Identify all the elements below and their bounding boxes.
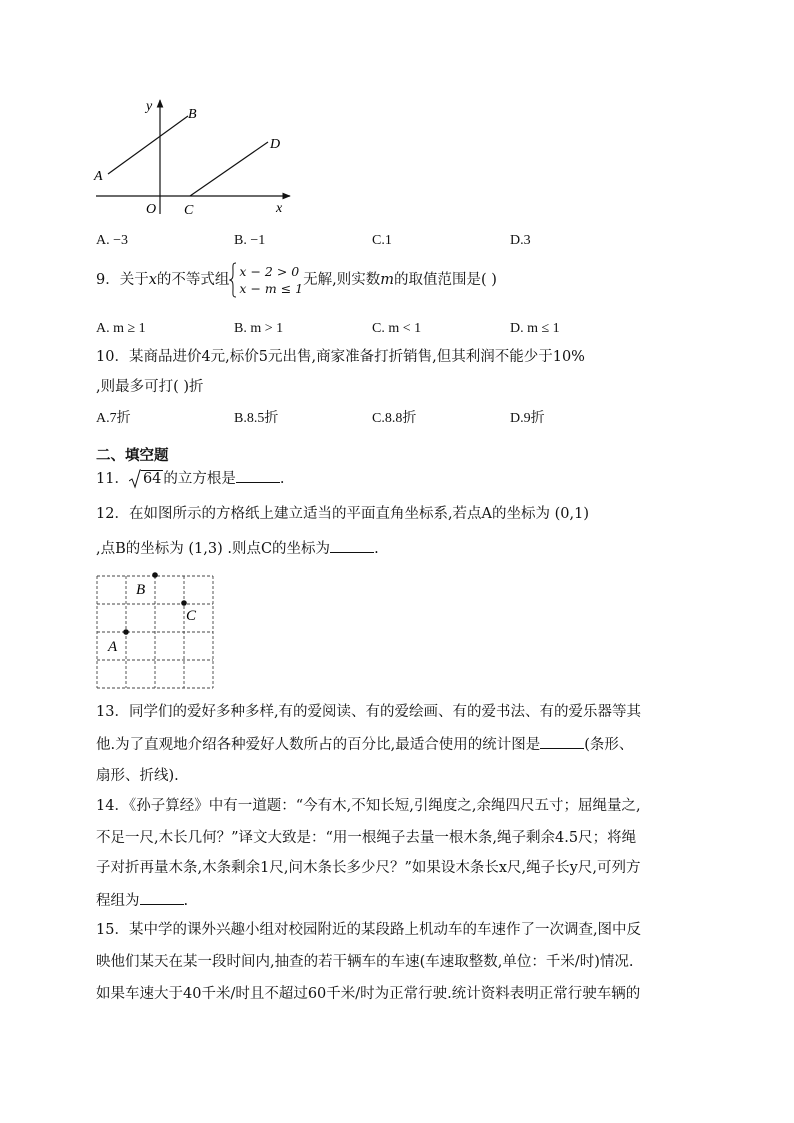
q12-line-2: [96, 538, 379, 559]
q13-text: 他.为了直观地介绍各种爱好人数所占的百分比,最适合使用的统计图是: [96, 737, 541, 753]
q11-prefix: 11．: [96, 471, 129, 487]
point-A: [123, 629, 129, 635]
q8-option-d: D.3: [510, 233, 531, 248]
q9-suffix-b: 的取值范围是( ): [393, 272, 497, 288]
sqrt-icon: [129, 469, 141, 489]
inequality-system: [229, 262, 303, 298]
q11-suffix: 的立方根是: [163, 471, 236, 487]
q9-stem: [96, 262, 497, 302]
answer-blank[interactable]: [140, 890, 184, 905]
q14-line-1: 14．《孙子算经》中有一道题：“今有木,不知长短,引绳度之,余绳四尺五寸；屈绳量之,: [96, 798, 641, 814]
q12-line-1: 12．在如图所示的方格纸上建立适当的平面直角坐标系,若点A的坐标为 (0,1): [96, 506, 590, 522]
q12-end: .: [374, 541, 379, 557]
inequality-2: x − m ≤ 1: [239, 281, 304, 296]
q9-option-b: B. m > 1: [234, 321, 284, 336]
label-x: x: [276, 201, 283, 216]
label-B: B: [188, 107, 197, 122]
q9-prefix: 9．关于: [96, 272, 149, 288]
q8-option-b: B. −1: [234, 233, 266, 248]
line-CD: [190, 142, 268, 196]
label-C: C: [184, 203, 194, 218]
answer-blank[interactable]: [330, 538, 374, 553]
q15-line-2: 映他们某天在某一段时间内,抽查的若干辆车的车速(车速取整数,单位：千米/时)情况.: [96, 954, 634, 970]
line-AB: [108, 116, 188, 174]
q9-mid: 的不等式组: [156, 272, 230, 288]
q9-suffix-a: 无解,则实数: [303, 272, 381, 288]
q15-line-1: 15．某中学的课外兴趣小组对校园附近的某段路上机动车的车速作了一次调查,图中反: [96, 922, 642, 938]
q10-option-a: A.7折: [96, 411, 131, 426]
q9-option-d: D. m ≤ 1: [510, 321, 560, 336]
q15-line-3: 如果车速大于40千米/时且不超过60千米/时为正常行驶.统计资料表明正常行驶车辆的: [96, 986, 641, 1002]
label-D: D: [270, 137, 281, 152]
q14-line-3: 子对折再量木条,木条剩余1尺,问木条长多少尺？”如果设木条长x尺,绳子长y尺,可列方: [96, 860, 641, 876]
q11-stem: [96, 468, 285, 489]
q9-var-x: x: [148, 272, 157, 288]
q8-graph: [90, 96, 300, 221]
q10-line-1: 10．某商品进价4元,标价5元出售,商家准备打折销售,但其利润不能少于10%: [96, 349, 585, 365]
inequality-1: x − 2 > 0: [239, 264, 300, 279]
q14-line-4: [96, 890, 188, 911]
label-y: y: [146, 99, 153, 114]
grid-label-C: C: [186, 608, 197, 624]
sqrt-expression: [129, 469, 163, 489]
q13-options: (条形、: [584, 737, 634, 753]
label-A: A: [94, 169, 103, 184]
q9-option-a: A. m ≥ 1: [96, 321, 146, 336]
answer-blank[interactable]: [236, 468, 280, 483]
brace-icon: [229, 262, 237, 298]
q14-end: .: [183, 893, 189, 909]
point-C: [181, 600, 187, 606]
q8-option-a: A. −3: [96, 233, 129, 248]
radicand: 64: [142, 471, 162, 487]
q14-line-2: 不足一尺,木长几何？”译文大致是：“用一根绳子去量一根木条,绳子剩余4.5尺；将绳: [96, 830, 637, 846]
point-B: [152, 572, 158, 578]
q11-end: .: [279, 471, 285, 487]
q9-var-m: m: [380, 272, 394, 288]
q10-option-d: D.9折: [510, 411, 545, 426]
q13-line-2: [96, 734, 633, 755]
q10-option-b: B.8.5折: [234, 411, 279, 426]
grid-label-B: B: [136, 582, 146, 598]
q10-line-2: ,则最多可打( )折: [96, 379, 204, 395]
q14-text: 程组为: [96, 893, 140, 909]
section-heading: 二、填空题: [96, 447, 169, 464]
q12-text: ,点B的坐标为 (1,3) .则点C的坐标为: [96, 541, 331, 557]
q10-option-c: C.8.8折: [372, 411, 417, 426]
answer-blank[interactable]: [540, 734, 584, 749]
q13-line-3: 扇形、折线).: [96, 768, 179, 784]
q8-option-c: C.1: [372, 233, 392, 248]
label-O: O: [146, 202, 157, 217]
grid-label-A: A: [108, 639, 118, 655]
q12-grid-figure: [94, 570, 216, 692]
q13-line-1: 13．同学们的爱好多种多样,有的爱阅读、有的爱绘画、有的爱书法、有的爱乐器等其: [96, 704, 642, 720]
q9-option-c: C. m < 1: [372, 321, 422, 336]
